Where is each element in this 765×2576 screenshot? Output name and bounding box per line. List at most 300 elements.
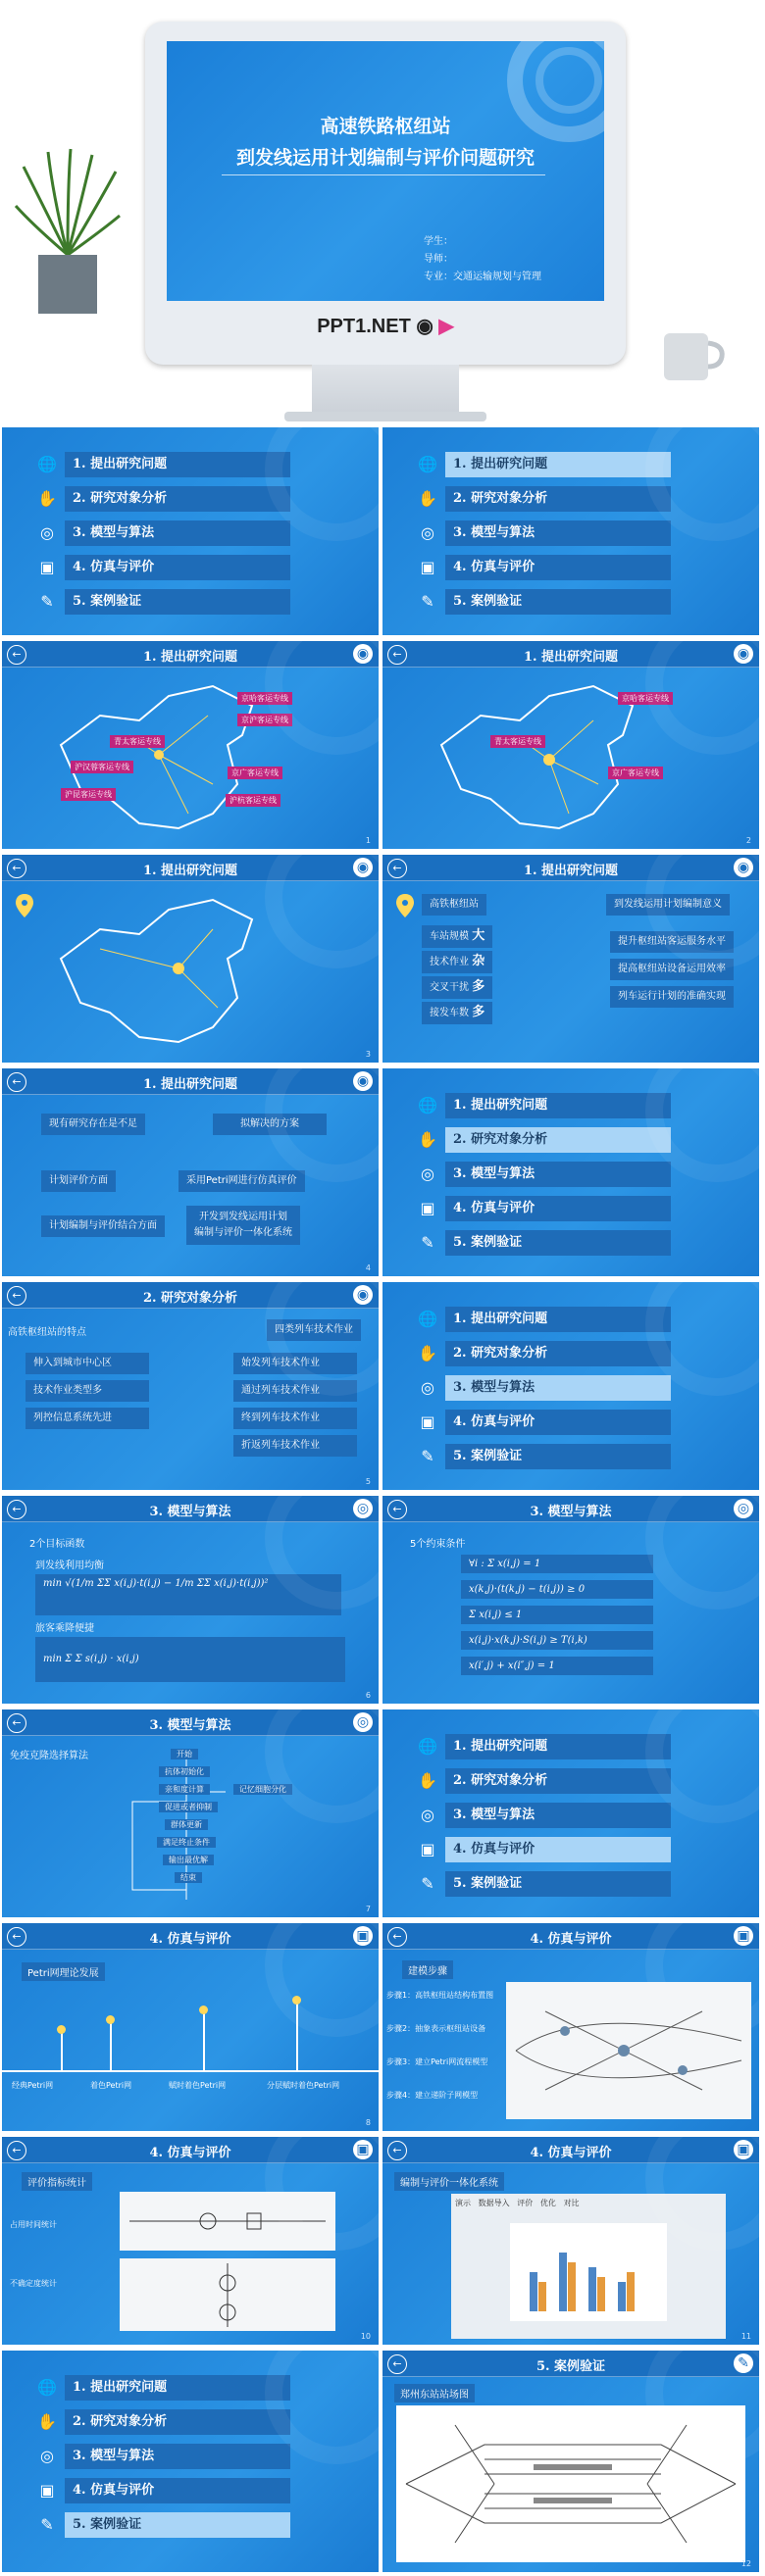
cover-title-line1: 高速铁路枢纽站 [320,116,451,137]
tab-evaluate[interactable]: 评价 [517,2199,534,2207]
toc-item[interactable]: 1. 提出研究问题 [445,1307,671,1332]
toc-row[interactable] [398,1160,692,1189]
system-title: 编制与评价一体化系统 [394,2172,504,2191]
eval-diagram-1 [120,2192,335,2251]
slide-case [382,2351,759,2572]
petri-net-diagram [506,1982,751,2119]
case-title: 郑州东站站场图 [394,2384,475,2403]
flow-step: 抗体初始化 [159,1766,210,1777]
flow-step: 亲和度计算 [159,1784,210,1795]
map-label: 京沪客运专线 [237,714,292,726]
page-number: 11 [740,2332,751,2341]
slide-header [2,1709,379,1736]
bar-chart-panel [510,2223,667,2321]
toc-item-active[interactable]: 2. 研究对象分析 [445,1127,671,1153]
globe-icon: ◉ [353,1285,373,1305]
bar-chart-icon [510,2223,667,2321]
page-number: 1 [365,836,371,845]
globe-icon: ◉ [353,1071,373,1091]
globe-icon: ◉ [353,644,373,664]
monitor-icon: ▣ [420,1199,435,1217]
monitor-icon: ▣ [353,2140,373,2159]
slide-header [382,1923,759,1950]
petri-step: 经典Petri网 [12,2081,54,2090]
map-label: 京广客运专线 [228,767,282,779]
analysis-left-item: 伸入到城市中心区 [26,1353,149,1374]
timeline-dot [106,2015,115,2024]
location-pin-icon [16,894,33,917]
toc-row[interactable] [18,2442,312,2471]
page-number: 10 [360,2332,371,2341]
toc-item[interactable]: 5. 案例验证 [445,589,671,615]
hub-item [422,1002,492,1024]
slide-title: 3. 模型与算法 [149,1505,231,1519]
toc-item[interactable]: 4. 仿真与评价 [445,1410,671,1435]
constraint-formula: x(i,j)·x(k,j)·S(i,j) ≥ T(i,k) [461,1631,653,1650]
toc-item-active[interactable]: 3. 模型与算法 [445,1375,671,1401]
monitor-icon: ▣ [39,558,55,576]
monitor-icon: ▣ [420,558,435,576]
hub-right-item: 列车运行计划的准确实现 [610,986,734,1008]
page-number: 12 [740,2559,751,2568]
back-arrow-icon[interactable]: ← [387,859,407,878]
monitor-icon: ▣ [734,1926,753,1946]
monitor-base [284,412,486,421]
slide-title: 3. 模型与算法 [149,1718,231,1733]
toc-item[interactable]: 3. 模型与算法 [65,520,290,546]
slide-system [382,2137,759,2345]
slide-header [2,2137,379,2163]
hub-right-title: 到发线运用计划编制意义 [606,894,730,916]
objective-title: 2个目标函数 [29,1539,85,1550]
cover-title-line2: 到发线运用计划编制与评价问题研究 [235,147,535,169]
toc-row[interactable] [18,2510,312,2540]
eval-diagram-2 [120,2258,335,2331]
toc-row[interactable] [398,1373,692,1403]
toc-row[interactable] [398,1801,692,1830]
petri-title: Petri网理论发展 [22,1962,105,1981]
petri-step: 分层赋时着色Petri网 [267,2081,340,2090]
slide-map-2 [382,641,759,849]
slide-header [382,2351,759,2377]
toc-row[interactable] [18,553,312,582]
slide-title: 4. 仿真与评价 [530,2146,612,2160]
petri-model-image [506,1982,751,2119]
timeline-tick [203,2011,205,2070]
timeline-tick [110,2021,112,2070]
flow-step: 满足终止条件 [157,1837,216,1848]
divider [222,174,545,175]
slide-title: 2. 研究对象分析 [142,1291,238,1306]
slide-header [2,641,379,668]
toc-list [398,1727,692,1899]
back-arrow-icon[interactable]: ← [7,1500,26,1519]
slide-header [382,641,759,668]
eval-title: 评价指标统计 [22,2172,92,2191]
algorithm-title: 免疫克隆选择算法 [10,1751,88,1761]
target-icon: ◎ [421,1806,434,1824]
toc-item[interactable]: 5. 案例验证 [65,589,290,615]
slide-toc-1 [2,427,379,635]
monitor-icon: ▣ [734,2140,753,2159]
toc-row[interactable] [398,1732,692,1761]
page-number: 4 [365,1263,371,1272]
back-arrow-icon[interactable]: ← [7,859,26,878]
build-step: 步骤1：高铁枢纽站结构布置图 [386,1991,494,2000]
map-label: 青太客运专线 [490,735,545,748]
hub-item [422,976,492,999]
back-arrow-icon[interactable]: ← [387,2141,407,2160]
ppt-logo-icon: ▶ [438,316,454,337]
formula-1: min √(1/m ΣΣ x(i,j)·t(i,j) − 1/m ΣΣ x(i,j)·t(i,j))² [35,1574,341,1615]
globe-icon: ◉ [734,644,753,664]
slide-header [382,1496,759,1522]
flow-step: 输出最优解 [163,1855,214,1865]
toc-list [398,445,692,617]
toc-item[interactable]: 4. 仿真与评价 [65,555,290,580]
document-icon: ✎ [734,2353,753,2373]
china-map-icon [41,890,277,1052]
slide-header [382,855,759,881]
petri-step: 着色Petri网 [90,2081,132,2090]
slide-title: 3. 模型与算法 [530,1505,612,1519]
monitor-icon: ▣ [39,2481,55,2500]
build-title: 建模步骤 [402,1960,453,1979]
globe-icon: 🌐 [418,1096,437,1115]
timeline-tick [61,2031,63,2070]
station-track-diagram [396,2405,745,2562]
slide-problems [2,1068,379,1276]
toc-item[interactable]: 1. 提出研究问题 [445,1093,671,1118]
slide-header [382,2137,759,2163]
toc-row[interactable] [398,1194,692,1223]
slide-header [2,855,379,881]
page-number: 5 [365,1477,371,1486]
toc-row[interactable] [398,1835,692,1864]
slide-header [2,1282,379,1309]
hub-left-title: 高铁枢纽站 [422,894,486,916]
globe-icon: ◉ [734,858,753,877]
toc-item[interactable]: 2. 研究对象分析 [65,486,290,512]
hub-item-label: 车站规模 [430,931,469,942]
toc-list [398,1300,692,1471]
toc-row[interactable] [18,2373,312,2403]
system-tab-bar [455,2198,580,2208]
monitor-icon: ▣ [420,1840,435,1858]
toc-row[interactable] [18,2476,312,2505]
slide-title: 4. 仿真与评价 [149,1932,231,1947]
eval-item: 占用时间统计 [10,2220,57,2229]
hub-item-value: 大 [472,928,485,943]
constraint-formula: Σ x(i,j) ≤ 1 [461,1606,653,1624]
target-icon: ◎ [353,1499,373,1518]
document-icon: ✎ [40,592,54,611]
hand-icon: ✋ [418,1771,437,1790]
back-arrow-icon[interactable]: ← [387,1500,407,1519]
monitor-icon: ▣ [353,1926,373,1946]
hand-icon: ✋ [37,2412,57,2431]
toc-item[interactable]: 1. 提出研究问题 [445,1734,671,1759]
toc-item[interactable]: 2. 研究对象分析 [445,1768,671,1794]
document-icon: ✎ [40,2515,54,2534]
analysis-right-item: 通过列车技术作业 [233,1380,357,1402]
slide-header [2,1496,379,1522]
slide-analysis [2,1282,379,1490]
tab-import[interactable]: 数据导入 [478,2199,510,2207]
hub-item-value: 多 [472,979,485,994]
flow-step: 开始 [171,1749,198,1759]
globe-icon: 🌐 [418,1737,437,1756]
analysis-right-item: 折返列车技术作业 [233,1435,357,1457]
timeline-dot [199,2006,208,2014]
toc-row[interactable] [18,2407,312,2437]
toc-item[interactable]: 3. 模型与算法 [445,520,671,546]
timeline-dot [292,1996,301,2005]
target-icon: ◎ [353,1712,373,1732]
map-label: 京哈客运专线 [618,692,673,705]
slide-title: 1. 提出研究问题 [142,650,238,665]
brand-text: PPT1.NET [317,316,411,337]
problem-left: 计划编制与评价结合方面 [41,1215,165,1237]
slide-map-3 [2,855,379,1063]
globe-icon: 🌐 [37,455,57,473]
problem-right: 拟解决的方案 [213,1114,327,1135]
slide-objectives [2,1496,379,1704]
objective-2: 旅客乘降便捷 [35,1623,94,1634]
decor-ring-icon [490,41,604,159]
toc-item[interactable]: 1. 提出研究问题 [65,452,290,477]
map-label: 京哈客运专线 [237,692,292,705]
toc-row[interactable] [398,1766,692,1796]
monitor-icon: ▣ [420,1412,435,1431]
tab-demo[interactable]: 演示 [455,2199,471,2207]
toc-item[interactable]: 3. 模型与算法 [65,2444,290,2469]
toc-item-active[interactable]: 5. 案例验证 [65,2512,290,2538]
map-label: 沪杭客运专线 [226,794,280,807]
analysis-left-title: 高铁枢纽站的特点 [8,1327,86,1338]
hand-icon: ✋ [418,1130,437,1149]
toc-item[interactable]: 4. 仿真与评价 [65,2478,290,2503]
analysis-right-title: 四类列车技术作业 [267,1319,361,1341]
timeline-axis [2,2070,379,2072]
slide-header [2,1068,379,1095]
constraint-formula: ∀i : Σ x(i,j) = 1 [461,1555,653,1573]
slide-toc-5 [382,1709,759,1917]
constraint-formula: x(k,j)·(t(k,j) − t(i,j)) ≥ 0 [461,1580,653,1599]
back-arrow-icon[interactable]: ← [7,1072,26,1092]
hub-item-label: 接发车数 [430,1008,469,1018]
flow-step: 记忆细胞分化 [233,1784,292,1795]
slide-title: 1. 提出研究问题 [142,864,238,878]
globe-icon: 🌐 [418,1310,437,1328]
back-arrow-icon[interactable]: ← [7,2141,26,2160]
toc-row[interactable] [398,519,692,548]
slide-title: 4. 仿真与评价 [149,2146,231,2160]
formula-2: min Σ Σ s(i,j) · x(i,j) [35,1637,345,1682]
target-icon: ◎ [421,1378,434,1397]
toc-row[interactable] [398,450,692,479]
student-label: 学生： [424,236,453,247]
toc-row[interactable] [398,1125,692,1155]
slide-title: 4. 仿真与评价 [530,1932,612,1947]
toc-list [18,445,312,617]
toc-item[interactable]: 2. 研究对象分析 [65,2409,290,2435]
slide-title: 1. 提出研究问题 [142,1077,238,1092]
toc-list [398,1086,692,1258]
hub-item-label: 交叉干扰 [430,982,469,993]
toc-item[interactable]: 5. 案例验证 [445,1444,671,1469]
flow-step: 群体更新 [165,1819,208,1830]
flow-step: 促进或者抑制 [159,1802,218,1812]
toc-item[interactable]: 3. 模型与算法 [445,1803,671,1828]
hub-item [422,951,492,973]
major-label: 专业：交通运输规划与管理 [424,272,541,282]
analysis-right-item: 始发列车技术作业 [233,1353,357,1374]
eval-item: 不确定度统计 [10,2279,57,2288]
toc-item[interactable]: 5. 案例验证 [445,1871,671,1897]
map-label: 沪昆客运专线 [61,788,116,801]
build-step: 步骤2：抽象表示枢纽站设备 [386,2024,486,2033]
toc-item-active[interactable]: 4. 仿真与评价 [445,1837,671,1862]
hero-mockup [0,0,765,423]
station-diagram [396,2405,745,2562]
cup-icon [659,323,728,382]
build-step: 步骤4：建立递阶子网模型 [386,2091,479,2100]
toc-row[interactable] [398,484,692,514]
page-number: 2 [745,836,751,845]
problem-left: 现有研究存在是不足 [41,1114,145,1135]
slide-toc-6 [2,2351,379,2572]
back-arrow-icon[interactable]: ← [7,1713,26,1733]
back-arrow-icon[interactable]: ← [7,645,26,665]
hub-item-label: 技术作业 [430,957,469,967]
target-icon: ◎ [421,523,434,542]
hub-item-value: 杂 [472,954,485,968]
slide-hub-meaning [382,855,759,1063]
hand-icon: ✋ [37,489,57,508]
globe-icon: 🌐 [37,2378,57,2397]
toc-row[interactable] [398,1091,692,1120]
analysis-left-item: 列控信息系统先进 [26,1408,149,1429]
toc-item[interactable]: 5. 案例验证 [445,1230,671,1256]
document-icon: ✎ [421,1447,434,1465]
timeline-tick [296,2002,298,2070]
monitor-frame [145,22,626,365]
cover-screen [167,41,604,301]
slide-header [2,1923,379,1950]
toc-row[interactable] [398,1228,692,1258]
slide-title: 5. 案例验证 [536,2359,606,2374]
problem-left: 计划评价方面 [41,1170,116,1192]
toc-item[interactable]: 4. 仿真与评价 [445,555,671,580]
timeline-dot [57,2025,66,2034]
toc-row[interactable] [398,553,692,582]
hand-icon: ✋ [418,489,437,508]
toc-item[interactable]: 4. 仿真与评价 [445,1196,671,1221]
target-icon: ◎ [734,1499,753,1518]
page-number: 6 [365,1691,371,1700]
toc-row[interactable] [18,484,312,514]
slide-toc-4 [382,1282,759,1490]
toc-row[interactable] [398,1408,692,1437]
slide-algorithm [2,1709,379,1917]
slide-constraints [382,1496,759,1704]
slide-title: 1. 提出研究问题 [523,864,619,878]
map-label: 青太客运专线 [110,735,165,748]
slide-toc-2 [382,427,759,635]
back-arrow-icon[interactable]: ← [387,2354,407,2374]
toc-item[interactable]: 3. 模型与算法 [445,1162,671,1187]
page-number: 7 [365,1905,371,1913]
target-icon: ◎ [40,523,54,542]
toc-row[interactable] [398,1305,692,1334]
toc-row[interactable] [18,450,312,479]
target-icon: ◎ [421,1164,434,1183]
constraint-formula: x(i′,j) + x(i″,j) = 1 [461,1657,653,1675]
toc-row[interactable] [398,587,692,617]
system-window [451,2194,726,2339]
hand-icon: ✋ [418,1344,437,1362]
page-number: 3 [365,1050,371,1059]
toc-row[interactable] [398,1442,692,1471]
constraints-title: 5个约束条件 [410,1539,466,1550]
globe-icon: ◉ [353,858,373,877]
petri-net-diagram [120,2192,335,2251]
back-arrow-icon[interactable]: ← [7,1286,26,1306]
map-label: 沪汉蓉客运专线 [71,761,133,773]
petri-net-diagram [120,2258,335,2331]
hub-right-item: 提高枢纽站设备运用效率 [610,959,734,980]
petri-step: 赋时着色Petri网 [169,2081,227,2090]
apple-icon: ◉ [416,316,434,337]
tab-optimize[interactable]: 优化 [539,2199,556,2207]
document-icon: ✎ [421,592,434,611]
toc-row[interactable] [18,519,312,548]
toc-item[interactable]: 2. 研究对象分析 [445,486,671,512]
toc-list [18,2368,312,2540]
back-arrow-icon[interactable]: ← [387,1927,407,1947]
advisor-label: 导师： [424,254,453,265]
toc-row[interactable] [18,587,312,617]
location-pin-icon [396,894,414,917]
problem-right: 开发到发线运用计划 编制与评价一体化系统 [186,1206,300,1245]
slide-title: 1. 提出研究问题 [523,650,619,665]
toc-row[interactable] [398,1869,692,1899]
toc-item[interactable]: 1. 提出研究问题 [65,2375,290,2401]
slide-build-steps [382,1923,759,2131]
flow-step: 结束 [175,1872,202,1883]
tab-compare[interactable]: 对比 [563,2199,580,2207]
slide-eval [2,2137,379,2345]
toc-row[interactable] [398,1339,692,1368]
slide-map-1 [2,641,379,849]
hub-item-value: 多 [472,1005,485,1019]
slide-petri [2,1923,379,2131]
hub-item [422,925,492,948]
hub-right-item: 提升枢纽站客运服务水平 [610,931,734,953]
slide-toc-3 [382,1068,759,1276]
toc-item[interactable]: 2. 研究对象分析 [445,1341,671,1366]
map-label: 京广客运专线 [608,767,663,779]
globe-icon: 🌐 [418,455,437,473]
toc-item-active[interactable]: 1. 提出研究问题 [445,452,671,477]
document-icon: ✎ [421,1874,434,1893]
analysis-right-item: 终到列车技术作业 [233,1408,357,1429]
analysis-left-item: 技术作业类型多 [26,1380,149,1402]
back-arrow-icon[interactable]: ← [7,1927,26,1947]
back-arrow-icon[interactable]: ← [387,645,407,665]
page-number: 8 [365,2118,371,2127]
